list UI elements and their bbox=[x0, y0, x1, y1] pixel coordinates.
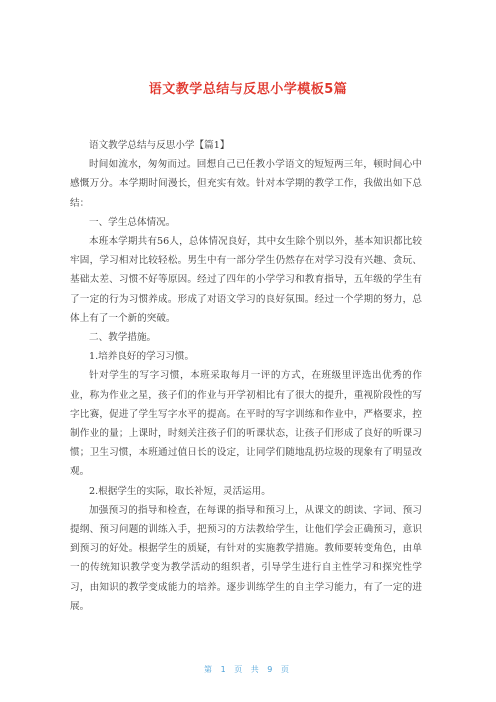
subheading: 2.根据学生的实际，取长补短，灵活运用。 bbox=[89, 485, 271, 497]
paragraph: 加强预习的指导和检查，在每课的指导和预习上，从课文的朗读、字词、预习提纲、预习问题的训练入手，把预习的方法教给学生，让他们学会正确预习，意识到预习的好处。根据学生的质疑，有针对的实施教学措施。教师要转变角色，由单一的传统知识教学变为教学活动的组织者，引导学生进行自主性学习和探究性学习，由知识的教学变成能力的培养。逐步训练学生的自主学习能力，有了一定的进展。 bbox=[70, 504, 422, 612]
subheading: 1.培养良好的学习习惯。 bbox=[89, 351, 195, 363]
page-number-footer: 第 1 页 共 9 页 bbox=[204, 665, 292, 674]
document-body bbox=[70, 136, 422, 616]
paragraph: 本班本学期共有56人，总体情况良好，其中女生除个别以外，基本知识都比较牢固，学习相对比较轻松。男生中有一部分学生仍然存在对学习没有兴趣、贪玩、基础太差、习惯不好等原因。经过了四年的小学学习和教育指导，五年级的学生有了一定的行为习惯养成。形成了对语文学习的良好氛围。经过一个学期的努力，总体上有了一个新的突破。 bbox=[70, 236, 422, 324]
subheading: 一、学生总体情况。 bbox=[89, 216, 176, 228]
document-title: 语文教学总结与反思小学模板5篇 bbox=[148, 82, 348, 97]
section-heading: 语文教学总结与反思小学【篇1】 bbox=[89, 140, 230, 151]
subheading: 二、教学措施。 bbox=[89, 332, 157, 344]
paragraph: 时间如流水，匆匆而过。回想自己已任教小学语文的短短两三年，顿时间心中感慨万分。本学期时间漫长，但充实有效。针对本学期的教学工作，我做出如下总结： bbox=[70, 159, 422, 209]
paragraph: 针对学生的写字习惯，本班采取每月一评的方式，在班级里评选出优秀的作业，称为作业之星，孩子们的作业与开学初相比有了很大的提升，重视阶段性的写字比赛，促进了学生写字水平的提高。在平时的写字训练和作业中，严格要求，控制作业的量；上课时，时刻关注孩子们的听课状态，让孩子们形成了良好的听课习惯；卫生习惯，本班通过值日长的设定，让同学们随地乱扔垃圾的现象有了明显改观。 bbox=[70, 370, 422, 478]
